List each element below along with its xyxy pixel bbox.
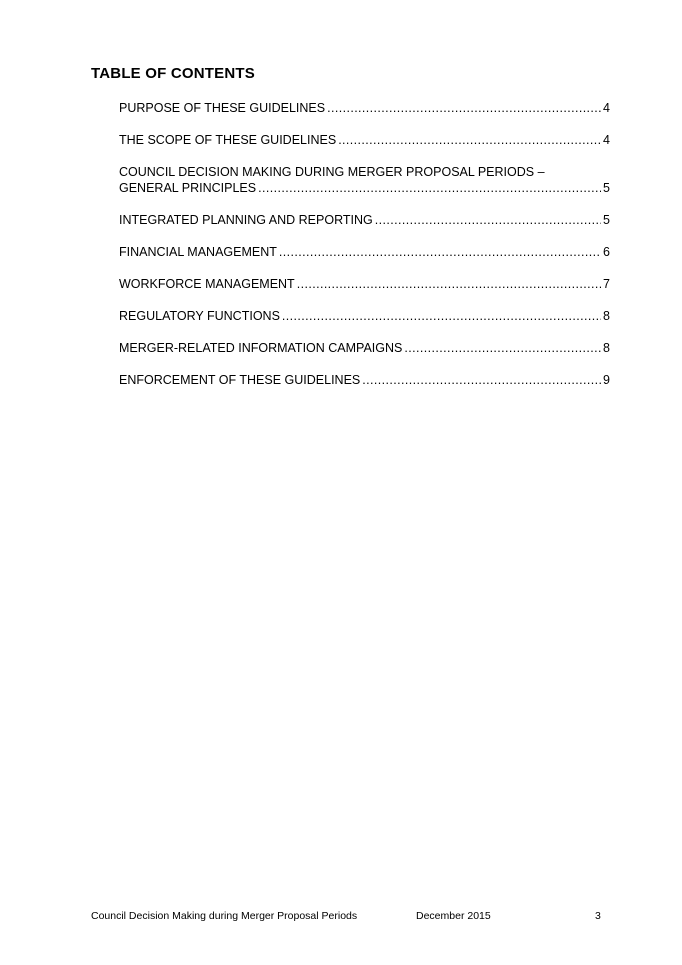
toc-entry-label: MERGER-RELATED INFORMATION CAMPAIGNS bbox=[119, 341, 403, 355]
toc-entry-page: 5 bbox=[603, 181, 610, 195]
toc-list bbox=[119, 100, 610, 404]
toc-leader-dots bbox=[282, 308, 601, 324]
toc-leader-dots bbox=[297, 276, 601, 292]
toc-entry-page: 8 bbox=[603, 341, 610, 355]
toc-entry-page: 6 bbox=[603, 245, 610, 259]
toc-entry-workforce-management[interactable] bbox=[119, 276, 610, 292]
toc-entry-page: 7 bbox=[603, 277, 610, 291]
toc-entry-label: COUNCIL DECISION MAKING DURING MERGER PROPOSAL PERIODS – bbox=[119, 165, 545, 179]
toc-entry-page: 5 bbox=[603, 213, 610, 227]
toc-entry-regulatory-functions[interactable] bbox=[119, 308, 610, 324]
toc-entry-general-principles[interactable] bbox=[119, 164, 610, 196]
toc-entry-enforcement[interactable] bbox=[119, 372, 610, 388]
toc-entry-label: REGULATORY FUNCTIONS bbox=[119, 309, 280, 323]
toc-entry-scope[interactable] bbox=[119, 132, 610, 148]
toc-leader-dots bbox=[327, 100, 601, 116]
toc-entry-page: 4 bbox=[603, 133, 610, 147]
toc-entry-financial-management[interactable] bbox=[119, 244, 610, 260]
toc-entry-page: 8 bbox=[603, 309, 610, 323]
toc-entry-page: 9 bbox=[603, 373, 610, 387]
toc-entry-page: 4 bbox=[603, 101, 610, 115]
toc-entry-label-continued: GENERAL PRINCIPLES bbox=[119, 181, 257, 195]
toc-leader-dots bbox=[279, 244, 601, 260]
toc-entry-information-campaigns[interactable] bbox=[119, 340, 610, 356]
toc-entry-integrated-planning[interactable] bbox=[119, 212, 610, 228]
toc-entry-label: THE SCOPE OF THESE GUIDELINES bbox=[119, 133, 337, 147]
toc-entry-purpose[interactable] bbox=[119, 100, 610, 116]
toc-leader-dots bbox=[404, 340, 601, 356]
toc-leader-dots bbox=[362, 372, 601, 388]
footer-document-title: Council Decision Making during Merger Proposal Periods bbox=[91, 910, 358, 922]
toc-entry-label: INTEGRATED PLANNING AND REPORTING bbox=[119, 213, 373, 227]
toc-leader-dots bbox=[375, 212, 601, 228]
toc-entry-label: FINANCIAL MANAGEMENT bbox=[119, 245, 277, 259]
footer-date: December 2015 bbox=[416, 910, 491, 922]
toc-leader-dots bbox=[258, 180, 601, 196]
footer-page-number: 3 bbox=[595, 910, 601, 922]
toc-entry-label: ENFORCEMENT OF THESE GUIDELINES bbox=[119, 373, 361, 387]
toc-leader-dots bbox=[338, 132, 601, 148]
toc-entry-label: PURPOSE OF THESE GUIDELINES bbox=[119, 101, 326, 115]
toc-entry-label: WORKFORCE MANAGEMENT bbox=[119, 277, 295, 291]
toc-heading: TABLE OF CONTENTS bbox=[91, 65, 255, 82]
